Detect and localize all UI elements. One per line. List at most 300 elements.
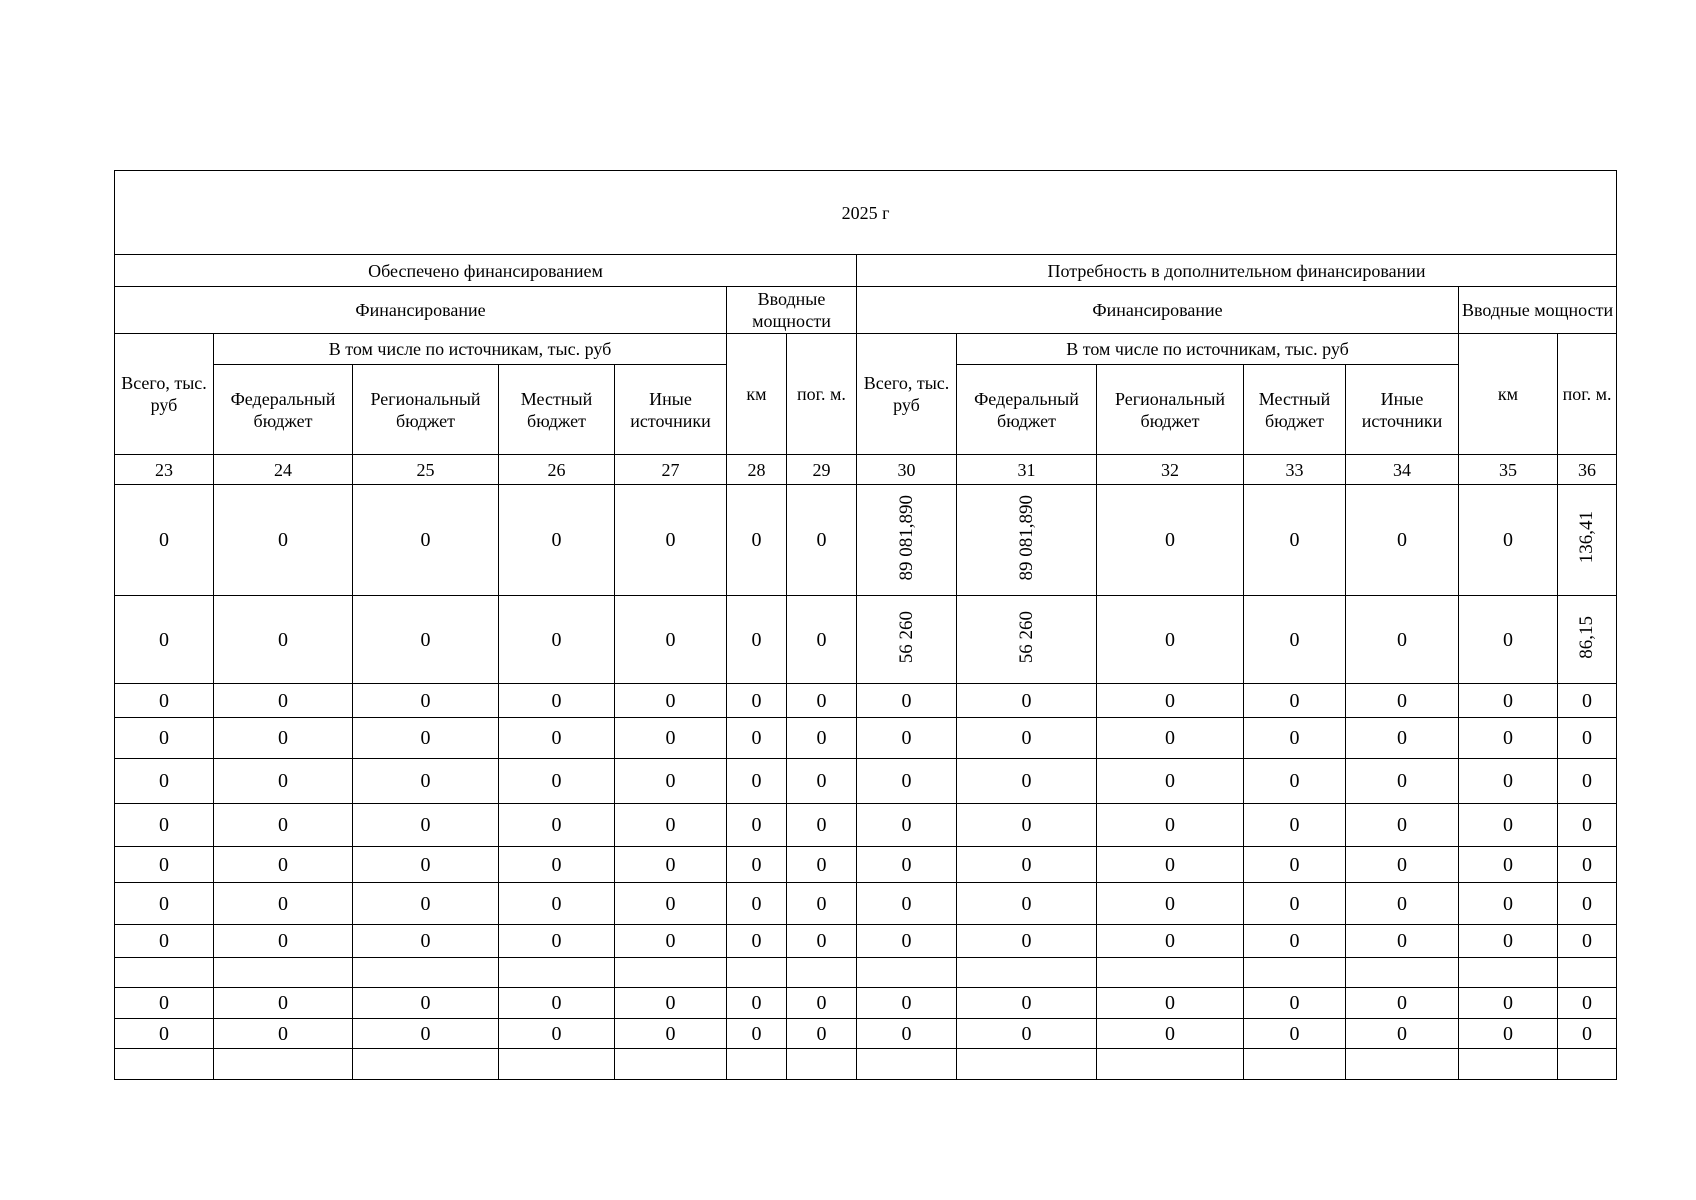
table-cell: [615, 1019, 727, 1049]
table-cell: [857, 684, 957, 718]
cell-value: 0: [1397, 814, 1407, 836]
cell-value: 0: [551, 853, 562, 876]
cell-value: 0: [551, 930, 562, 952]
cell-value: 0: [420, 770, 431, 792]
cell-value: 0: [1289, 814, 1300, 836]
cell-value: 0: [1503, 892, 1513, 915]
cell-value: 0: [551, 992, 562, 1014]
cell-value: 0: [420, 814, 431, 836]
table-cell: [727, 684, 787, 718]
cell-value: 0: [816, 1022, 827, 1045]
cell-value: 0: [816, 628, 827, 651]
table-cell: [499, 1019, 615, 1049]
column-number: 35: [1459, 455, 1558, 485]
table-cell: [957, 684, 1097, 718]
cell-value: 0: [1503, 930, 1513, 952]
cell-value: 0: [751, 992, 762, 1014]
table-cell: [615, 988, 727, 1019]
cell-value: 0: [751, 853, 762, 876]
cell-value: 0: [1021, 892, 1032, 915]
table-row: [115, 718, 1617, 759]
column-number: 31: [957, 455, 1097, 485]
table-cell: [1346, 1019, 1459, 1049]
cell-value: 0: [751, 529, 762, 551]
table-row: [115, 883, 1617, 925]
cell-value: 0: [1397, 992, 1407, 1014]
cell-value: 0: [816, 727, 827, 749]
cell-value: 0: [1165, 689, 1175, 712]
cell-value: 0: [1165, 529, 1175, 551]
cell-value: 0: [551, 727, 562, 749]
table-cell: [1558, 958, 1617, 988]
table-cell: [727, 988, 787, 1019]
cell-value: 0: [665, 727, 676, 749]
table-cell: [615, 847, 727, 883]
cell-value: 0: [420, 529, 431, 551]
table-cell: [857, 804, 957, 847]
table-cell: [1558, 485, 1617, 596]
column-number: 36: [1558, 455, 1617, 485]
table-cell: [727, 958, 787, 988]
cell-value: 0: [901, 853, 912, 876]
cell-value: 0: [1582, 930, 1593, 952]
table-cell: [787, 596, 857, 684]
cell-value: 0: [901, 689, 912, 712]
column-number: 25: [353, 455, 499, 485]
cell-value: 0: [665, 529, 676, 551]
cell-value: 0: [1397, 1022, 1407, 1045]
table-cell: [1558, 684, 1617, 718]
table-cell: [857, 925, 957, 958]
cell-value: 0: [1289, 770, 1300, 792]
table-cell: [499, 958, 615, 988]
table-cell: [1459, 804, 1558, 847]
cell-value: 0: [420, 930, 431, 952]
cell-value: 0: [420, 1022, 431, 1045]
table-cell: [1459, 883, 1558, 925]
cell-value: 0: [751, 930, 762, 952]
cell-value: 0: [1021, 727, 1032, 749]
cell-value: 0: [159, 628, 169, 651]
cell-value: 0: [1397, 727, 1407, 749]
table-cell: [1459, 718, 1558, 759]
cell-value: 0: [278, 853, 288, 876]
table-cell: [1558, 847, 1617, 883]
table-cell: [1346, 988, 1459, 1019]
cell-value: 0: [901, 1022, 912, 1045]
table-cell: [214, 1019, 353, 1049]
cell-value: 56 260: [895, 610, 917, 664]
table-cell: [115, 847, 214, 883]
cell-value: 0: [901, 892, 912, 915]
cell-value: 0: [1582, 814, 1593, 836]
table-cell: [499, 1049, 615, 1080]
table-cell: [115, 759, 214, 804]
subgroup-header-row: [115, 287, 1617, 334]
cell-value: 0: [1165, 892, 1175, 915]
cell-value: 0: [1503, 529, 1513, 551]
cell-value: 0: [1582, 992, 1593, 1014]
table-cell: [1558, 988, 1617, 1019]
cell-value: 0: [278, 529, 288, 551]
cell-value: 0: [1503, 992, 1513, 1014]
cell-value: 0: [551, 689, 562, 712]
table-cell: [1558, 596, 1617, 684]
cell-value: 0: [665, 1022, 676, 1045]
cell-value: 0: [159, 853, 169, 876]
table-cell: [115, 1019, 214, 1049]
table-cell: [1558, 718, 1617, 759]
cell-value: 0: [1165, 853, 1175, 876]
cell-value: 0: [420, 727, 431, 749]
cell-value: 0: [751, 814, 762, 836]
table-cell: [957, 847, 1097, 883]
other-header-secured: Иные источники: [615, 365, 727, 455]
cell-value: 0: [159, 727, 169, 749]
cell-value: 0: [901, 727, 912, 749]
table-cell: [115, 988, 214, 1019]
table-cell: [727, 883, 787, 925]
cell-value: 0: [551, 770, 562, 792]
table-cell: [499, 847, 615, 883]
cell-value: 0: [278, 814, 288, 836]
table-cell: [727, 847, 787, 883]
table-cell: [615, 485, 727, 596]
table-cell: [353, 804, 499, 847]
cell-value: 0: [1165, 727, 1175, 749]
table-cell: [214, 485, 353, 596]
cell-value: 0: [1021, 770, 1032, 792]
cell-value: 0: [420, 689, 431, 712]
cell-value: 0: [159, 529, 169, 551]
table-cell: [957, 1019, 1097, 1049]
cell-value: 0: [665, 992, 676, 1014]
column-number: 30: [857, 455, 957, 485]
table-cell: [1097, 684, 1244, 718]
table-cell: [1244, 485, 1346, 596]
cell-value: 0: [159, 689, 169, 712]
table-cell: [1558, 1049, 1617, 1080]
table-cell: [727, 925, 787, 958]
total-header-secured: Всего, тыс. руб: [115, 334, 214, 455]
cell-value: 0: [1289, 529, 1300, 551]
table-cell: [1346, 804, 1459, 847]
local-header-secured: Местный бюджет: [499, 365, 615, 455]
table-cell: [214, 804, 353, 847]
table-cell: [214, 883, 353, 925]
cell-value: 0: [1397, 529, 1407, 551]
table-cell: [214, 925, 353, 958]
table-cell: [957, 1049, 1097, 1080]
cell-value: 0: [159, 930, 169, 952]
cell-value: 0: [159, 892, 169, 915]
table-cell: [1244, 804, 1346, 847]
cell-value: 0: [1021, 814, 1032, 836]
table-row: [115, 847, 1617, 883]
table-row: [115, 804, 1617, 847]
pm-header-need: пог. м.: [1558, 334, 1617, 455]
table-cell: [787, 1049, 857, 1080]
table-cell: [353, 925, 499, 958]
table-cell: [1346, 596, 1459, 684]
table-cell: [787, 847, 857, 883]
table-cell: [787, 684, 857, 718]
cell-value: 0: [551, 529, 562, 551]
cell-value: 0: [665, 770, 676, 792]
total-header-need: Всего, тыс. руб: [857, 334, 957, 455]
cell-value: 0: [1165, 814, 1175, 836]
table-cell: [727, 759, 787, 804]
table-cell: [1346, 958, 1459, 988]
cell-value: 0: [1397, 770, 1407, 792]
cell-value: 0: [816, 689, 827, 712]
table-cell: [214, 596, 353, 684]
table-cell: [115, 1049, 214, 1080]
table-cell: [857, 718, 957, 759]
column-number: 28: [727, 455, 787, 485]
table-cell: [857, 847, 957, 883]
table-cell: [1346, 684, 1459, 718]
cell-value: 0: [159, 814, 169, 836]
cell-value: 0: [665, 628, 676, 651]
table-cell: [1346, 847, 1459, 883]
table-cell: [1097, 804, 1244, 847]
cell-value: 0: [278, 770, 288, 792]
table-cell: [1459, 596, 1558, 684]
km-header-secured: км: [727, 334, 787, 455]
cell-value: 0: [1582, 727, 1593, 749]
table-cell: [615, 883, 727, 925]
table-cell: [615, 1049, 727, 1080]
table-cell: [1558, 804, 1617, 847]
table-cell: [1459, 1019, 1558, 1049]
table-cell: [615, 718, 727, 759]
table-cell: [1346, 883, 1459, 925]
table-cell: [353, 1049, 499, 1080]
table-cell: [957, 718, 1097, 759]
cell-value: 0: [901, 770, 912, 792]
cell-value: 0: [278, 992, 288, 1014]
table-cell: [857, 1019, 957, 1049]
column-number-row: [115, 455, 1617, 485]
table-cell: [214, 988, 353, 1019]
cell-value: 0: [816, 770, 827, 792]
cell-value: 0: [1289, 853, 1300, 876]
table-cell: [1459, 759, 1558, 804]
cell-value: 0: [1503, 853, 1513, 876]
cell-value: 89 081,890: [895, 494, 917, 581]
table-cell: [1244, 988, 1346, 1019]
regional-header-secured: Региональный бюджет: [353, 365, 499, 455]
table-cell: [353, 1019, 499, 1049]
table-cell: [1097, 759, 1244, 804]
cell-value: 0: [551, 814, 562, 836]
table-cell: [787, 988, 857, 1019]
cell-value: 0: [278, 1022, 288, 1045]
cell-value: 0: [751, 727, 762, 749]
table-cell: [787, 1019, 857, 1049]
table-cell: [1558, 1019, 1617, 1049]
table-cell: [1346, 718, 1459, 759]
cell-value: 0: [1289, 930, 1300, 952]
cell-value: 0: [901, 992, 912, 1014]
cell-value: 0: [1397, 892, 1407, 915]
table-cell: [499, 718, 615, 759]
table-cell: [353, 847, 499, 883]
table-cell: [1244, 684, 1346, 718]
table-cell: [1459, 958, 1558, 988]
cell-value: 0: [1289, 892, 1300, 915]
table-cell: [1558, 883, 1617, 925]
table-row: [115, 925, 1617, 958]
table-cell: [1346, 925, 1459, 958]
table-cell: [615, 759, 727, 804]
cell-value: 0: [1289, 628, 1300, 651]
table-cell: [1244, 759, 1346, 804]
cell-value: 0: [278, 689, 288, 712]
table-cell: [857, 988, 957, 1019]
table-cell: [957, 883, 1097, 925]
column-number: 26: [499, 455, 615, 485]
table-cell: [787, 485, 857, 596]
table-cell: [353, 759, 499, 804]
table-cell: [1097, 958, 1244, 988]
cell-value: 0: [665, 930, 676, 952]
cell-value: 0: [551, 1022, 562, 1045]
table-cell: [115, 958, 214, 988]
table-cell: [353, 718, 499, 759]
year-header-row: [115, 171, 1617, 255]
capacity-header-need: Вводные мощности: [1459, 287, 1617, 334]
pm-header-secured: пог. м.: [787, 334, 857, 455]
cell-value: 0: [1397, 930, 1407, 952]
table-cell: [115, 596, 214, 684]
federal-header-secured: Федеральный бюджет: [214, 365, 353, 455]
table-cell: [1097, 925, 1244, 958]
cell-value: 0: [1021, 930, 1032, 952]
table-cell: [1459, 684, 1558, 718]
cell-value: 0: [278, 892, 288, 915]
cell-value: 0: [665, 853, 676, 876]
cell-value: 0: [1289, 727, 1300, 749]
column-number: 27: [615, 455, 727, 485]
cell-value: 0: [751, 892, 762, 915]
cell-value: 136,41: [1576, 511, 1598, 564]
cell-value: 0: [1397, 689, 1407, 712]
table-cell: [115, 883, 214, 925]
table-cell: [615, 925, 727, 958]
cell-value: 0: [1021, 992, 1032, 1014]
table-row: [115, 485, 1617, 596]
column-number: 33: [1244, 455, 1346, 485]
secured-funding-header: Обеспечено финансированием: [115, 255, 857, 287]
cell-value: 0: [751, 689, 762, 712]
cell-value: 0: [1503, 770, 1513, 792]
table-cell: [115, 925, 214, 958]
table-cell: [1459, 925, 1558, 958]
cell-value: 86,15: [1576, 615, 1598, 659]
cell-value: 0: [551, 892, 562, 915]
km-header-need: км: [1459, 334, 1558, 455]
table-cell: [957, 958, 1097, 988]
cell-value: 0: [1289, 992, 1300, 1014]
table-cell: [1459, 1049, 1558, 1080]
table-cell: [1244, 847, 1346, 883]
regional-header-need: Региональный бюджет: [1097, 365, 1244, 455]
table-cell: [727, 1049, 787, 1080]
cell-value: 0: [278, 727, 288, 749]
table-cell: [115, 684, 214, 718]
table-cell: [353, 883, 499, 925]
cell-value: 0: [1289, 689, 1300, 712]
cell-value: 0: [1582, 770, 1593, 792]
table-cell: [615, 958, 727, 988]
table-cell: [957, 925, 1097, 958]
cell-value: 0: [1503, 628, 1513, 651]
table-cell: [499, 684, 615, 718]
cell-value: 0: [816, 930, 827, 952]
table-cell: [957, 988, 1097, 1019]
table-cell: [1097, 718, 1244, 759]
table-cell: [214, 759, 353, 804]
financing-header-secured: Финансирование: [115, 287, 727, 334]
cell-value: 0: [159, 1022, 169, 1045]
table-cell: [1459, 847, 1558, 883]
table-cell: [957, 485, 1097, 596]
table-cell: [115, 485, 214, 596]
cell-value: 0: [159, 992, 169, 1014]
cell-value: 0: [1165, 1022, 1175, 1045]
table-cell: [957, 596, 1097, 684]
table-cell: [615, 684, 727, 718]
year-header: 2025 г: [115, 171, 1617, 255]
cell-value: 0: [816, 992, 827, 1014]
column-number: 23: [115, 455, 214, 485]
cell-value: 0: [420, 628, 431, 651]
column-number: 24: [214, 455, 353, 485]
table-cell: [787, 958, 857, 988]
table-cell: [1244, 925, 1346, 958]
table-cell: [1097, 847, 1244, 883]
cell-value: 0: [1021, 853, 1032, 876]
cell-value: 0: [816, 814, 827, 836]
table-cell: [1244, 883, 1346, 925]
cell-value: 0: [1503, 814, 1513, 836]
cell-value: 0: [665, 892, 676, 915]
cell-value: 0: [1165, 770, 1175, 792]
table-cell: [353, 958, 499, 988]
table-cell: [1558, 759, 1617, 804]
table-cell: [499, 596, 615, 684]
table-cell: [1558, 925, 1617, 958]
table-cell: [499, 883, 615, 925]
capacity-header-secured: Вводные мощности: [727, 287, 857, 334]
table-cell: [857, 485, 957, 596]
table-cell: [1097, 1049, 1244, 1080]
additional-need-header: Потребность в дополнительном финансировании: [857, 255, 1617, 287]
cell-value: 0: [665, 689, 676, 712]
cell-value: 0: [751, 628, 762, 651]
table-cell: [727, 804, 787, 847]
cell-value: 0: [816, 853, 827, 876]
cell-value: 0: [1503, 1022, 1513, 1045]
table-row: [115, 684, 1617, 718]
cell-value: 0: [159, 770, 169, 792]
cell-value: 0: [551, 628, 562, 651]
cell-value: 0: [1021, 1022, 1032, 1045]
table-row: [115, 958, 1617, 988]
cell-value: 0: [1397, 853, 1407, 876]
